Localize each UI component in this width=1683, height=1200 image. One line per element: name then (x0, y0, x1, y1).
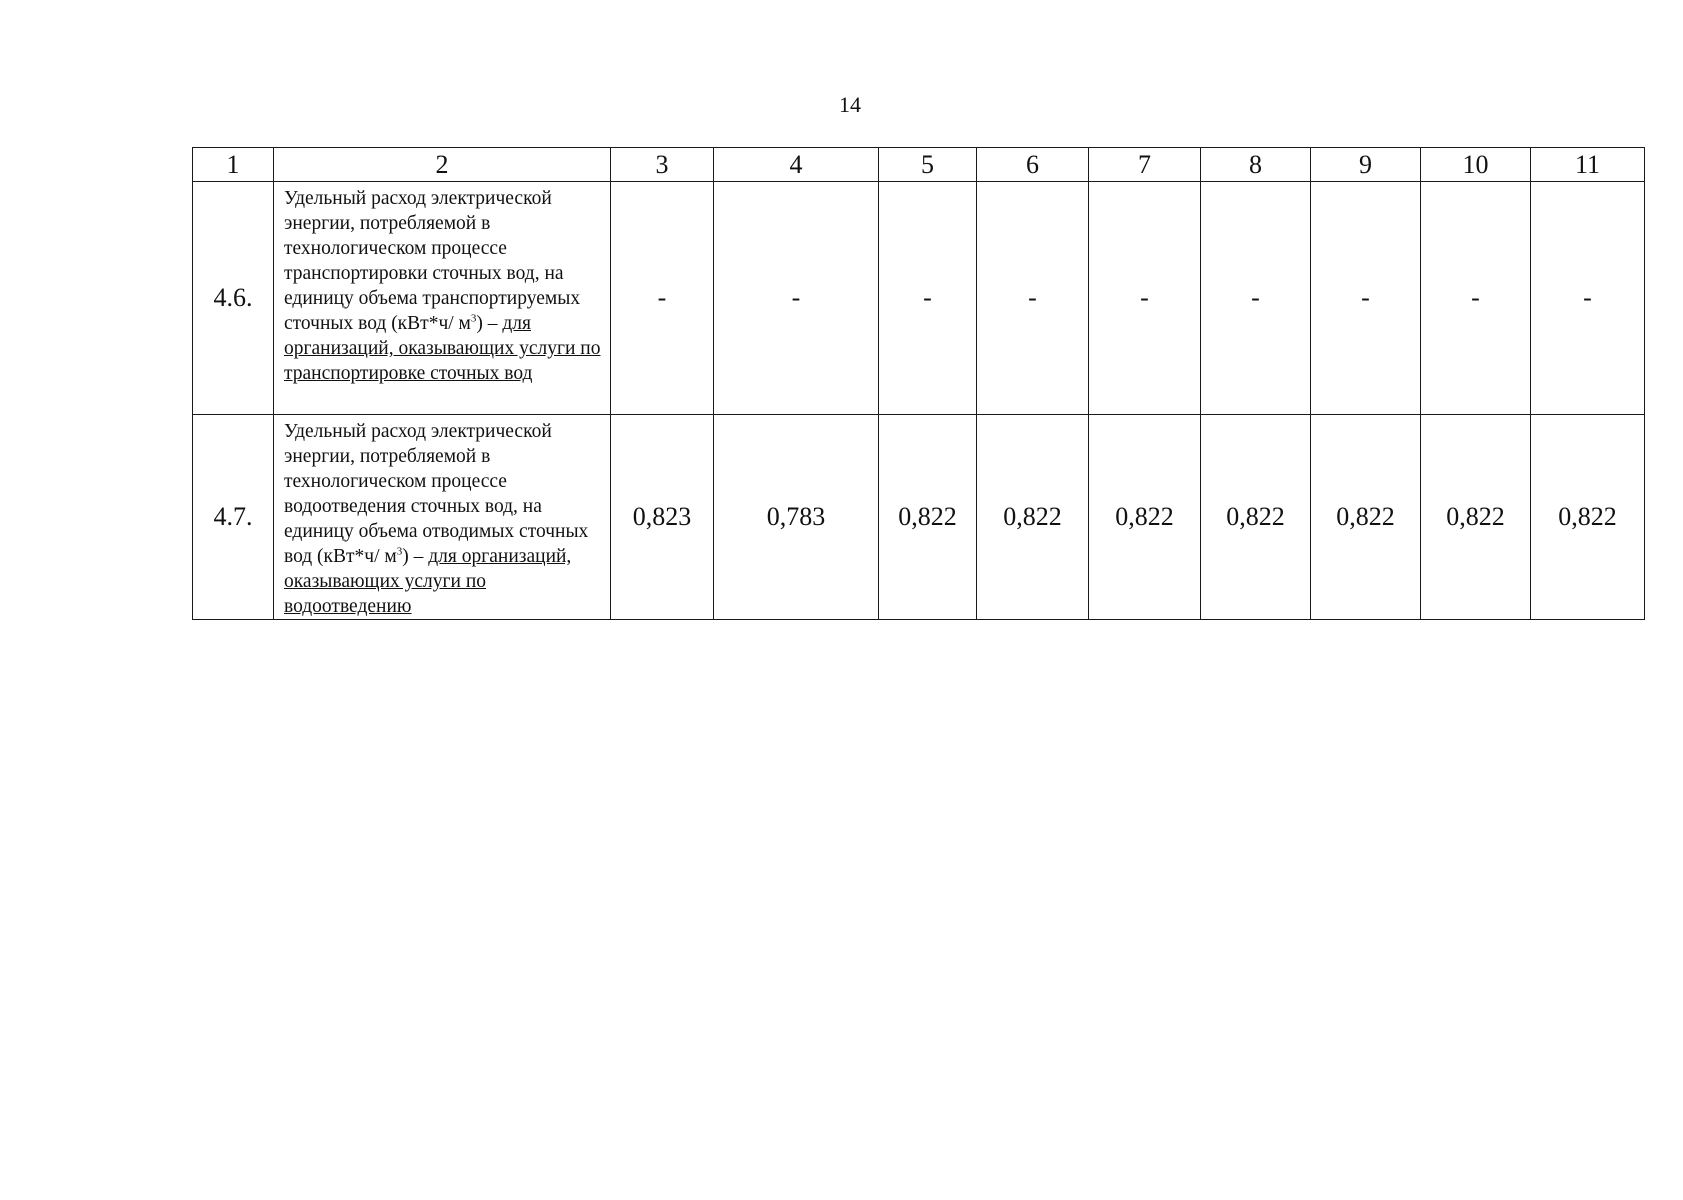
header-cell: 2 (274, 148, 611, 182)
value-cell: 0,822 (1531, 415, 1645, 620)
value-cell: 0,823 (611, 415, 714, 620)
value-cell: - (1421, 182, 1531, 415)
value-cell: - (977, 182, 1089, 415)
value-cell: 0,822 (879, 415, 977, 620)
header-cell: 1 (193, 148, 274, 182)
value-cell: - (1531, 182, 1645, 415)
value-cell: - (1089, 182, 1201, 415)
desc-superscript: 3 (470, 312, 477, 325)
header-cell: 7 (1089, 148, 1201, 182)
header-cell: 6 (977, 148, 1089, 182)
value-cell: 0,822 (977, 415, 1089, 620)
header-cell: 4 (714, 148, 879, 182)
value-cell: 0,783 (714, 415, 879, 620)
header-cell: 8 (1201, 148, 1311, 182)
row-description (274, 415, 611, 620)
desc-underlined: для организаций, оказывающих услуги по водоотведению (284, 546, 572, 617)
desc-dash: ) – (476, 313, 503, 334)
value-cell: - (611, 182, 714, 415)
header-cell: 5 (879, 148, 977, 182)
header-cell: 9 (1311, 148, 1421, 182)
value-cell: 0,822 (1421, 415, 1531, 620)
desc-underlined: для организаций, оказывающих услуги по транспортировке сточных вод (284, 313, 601, 384)
table-row (193, 415, 1645, 620)
desc-superscript: 3 (396, 545, 403, 558)
header-cell: 11 (1531, 148, 1645, 182)
desc-dash: ) – (402, 546, 429, 567)
value-cell: - (714, 182, 879, 415)
value-cell: 0,822 (1311, 415, 1421, 620)
page-number: 14 (839, 92, 861, 117)
row-number: 4.6. (193, 182, 274, 415)
value-cell: - (1201, 182, 1311, 415)
value-cell: 0,822 (1089, 415, 1201, 620)
desc-text: Удельный расход электрической энергии, потребляемой в технологическом процессе водоотведения сточных вод, на единицу объема отводимых сточных вод (кВт*ч/ м (284, 421, 589, 567)
header-row (193, 148, 1645, 182)
value-cell: - (1311, 182, 1421, 415)
value-cell: - (879, 182, 977, 415)
row-description (274, 182, 611, 415)
value-cell: 0,822 (1201, 415, 1311, 620)
table-row (193, 182, 1645, 415)
row-number: 4.7. (193, 415, 274, 620)
header-cell: 10 (1421, 148, 1531, 182)
indicators-table (192, 147, 1645, 620)
header-cell: 3 (611, 148, 714, 182)
desc-text: Удельный расход электрической энергии, потребляемой в технологическом процессе транспортировки сточных вод, на единицу объема транспортируемых сточных вод (кВт*ч/ м (284, 188, 581, 334)
